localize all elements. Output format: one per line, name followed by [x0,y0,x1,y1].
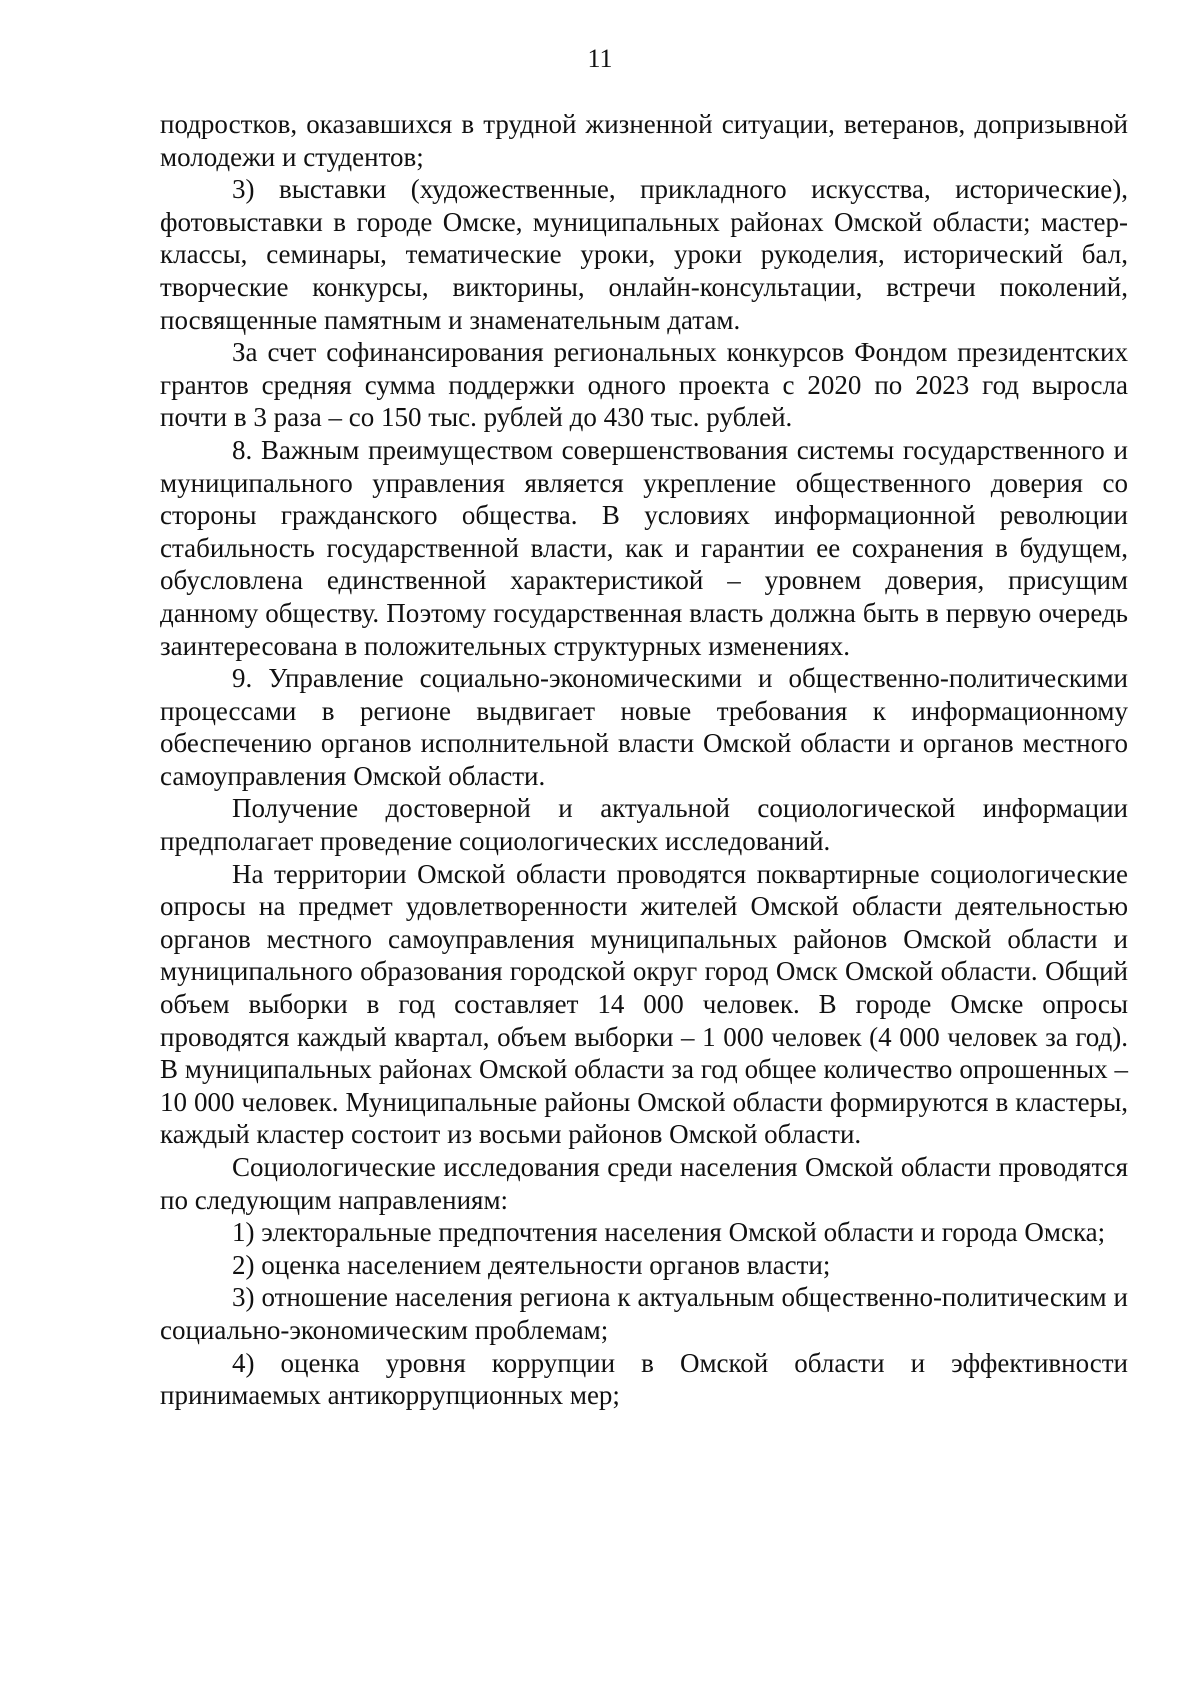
paragraph: Получение достоверной и актуальной социологической информации предполагает проведение социологических исследований. [160,793,1128,857]
paragraph: подростков, оказавшихся в трудной жизненной ситуации, ветеранов, допризывной молодежи и студентов; [160,109,1128,172]
paragraph: На территории Омской области проводятся поквартирные социологические опросы на предмет удовлетворенности жителей Омской области деятельностью органов местного самоуправления муниципальных районов Омской области и муниципального образования городской округ город Омск Омской области. Общий объем выборки в год составляет 14 000 человек. В городе Омске опросы проводятся каждый квартал, объем выборки – 1 000 человек (4 000 человек за год). В муниципальных районах Омской области за год общее количество опрошенных – 10 000 человек. Муниципальные районы Омской области формируются в кластеры, каждый кластер состоит из восьми районов Омской области. [160,858,1128,1150]
document-body [160,108,1128,1412]
paragraph: За счет софинансирования региональных конкурсов Фондом президентских грантов средняя сумма поддержки одного проекта с 2020 по 2023 год выросла почти в 3 раза – со 150 тыс. рублей до 430 тыс. рублей. [160,337,1128,433]
paragraph: Социологические исследования среди населения Омской области проводятся по следующим направлениям: [160,1152,1128,1215]
paragraph: 4) оценка уровня коррупции в Омской области и эффективности принимаемых антикоррупционных мер; [160,1347,1128,1411]
paragraph: 2) оценка населением деятельности органов власти; [232,1249,831,1280]
paragraph: 8. Важным преимуществом совершенствования системы государственного и муниципального управления является укрепление общественного доверия со стороны гражданского общества. В условиях информационной революции стабильность государственной власти, как и гарантии ее сохранения в будущем, обусловлена единственной характеристикой – уровнем доверия, присущим данному обществу. Поэтому государственная власть должна быть в первую очередь заинтересована в положительных структурных изменениях. [160,434,1128,661]
paragraph: 1) электоральные предпочтения населения Омской области и города Омска; [232,1217,1106,1248]
page-number: 11 [587,44,613,73]
paragraph: 9. Управление социально-экономическими и общественно-политическими процессами в регионе выдвигает новые требования к информационному обеспечению органов исполнительной власти Омской области и органов местного самоуправления Омской области. [160,663,1128,791]
paragraph: 3) отношение населения региона к актуальным общественно-политическим и социально-экономическим проблемам; [160,1282,1128,1345]
paragraph: 3) выставки (художественные, прикладного искусства, исторические), фотовыставки в городе Омске, муниципальных районах Омской области; мастер-классы, семинары, тематические уроки, уроки рукоделия, исторический бал, творческие конкурсы, викторины, онлайн-консультации, встречи поколений, посвященные памятным и знаменательным датам. [160,174,1128,335]
